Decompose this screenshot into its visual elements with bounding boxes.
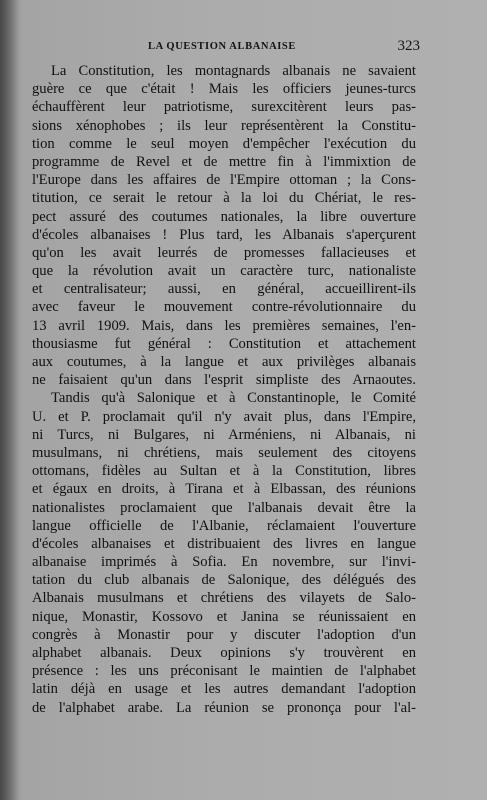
text-line: l'Europe dans les affaires de l'Empire ottoman ; la Cons- [32,172,416,189]
text-line: titution, ce serait le retour à la loi du Chériat, le res- [32,190,416,207]
text-line: échauffèrent leur patriotisme, surexcitèrent leurs pas- [32,99,416,116]
running-title: LA QUESTION ALBANAISE [148,41,296,52]
text-line: que la révolution avait un caractère turc, nationaliste [32,263,416,280]
text-line: présence : les uns préconisant le maintien de l'alphabet [32,663,416,680]
text-line: de l'alphabet arabe. La réunion se prononça pour l'al- [32,699,416,716]
text-line: albanaise imprimés à Sofia. En novembre, sur l'invi- [32,554,416,571]
text-line: aux coutumes, à la langue et aux privilèges albanais [32,354,416,370]
text-line: ne faisaient qu'un dans l'esprit simpliste des Arnaoutes. [32,372,416,389]
text-line: guère ce que c'était ! Mais les officiers jeunes-turcs [32,81,416,98]
text-line: congrès à Monastir pour y discuter l'adoption d'un [32,626,416,643]
text-line: et égaux en droits, à Tirana et à Elbassan, des réunions [32,481,416,498]
text-line: thousiasme fut général : Constitution et attachement [32,335,416,352]
text-line: U. et P. proclamait qu'il n'y avait plus, dans l'Empire, [32,408,416,425]
text-line: avec faveur le mouvement contre-révolutionnaire du [32,299,416,316]
text-line: et centralisateur; aussi, en général, accueillirent-ils [32,281,416,298]
text-line: Tandis qu'à Salonique et à Constantinople, le Comité [51,390,416,407]
text-line: Albanais musulmans et chrétiens des vilayets de Salo- [32,590,416,607]
page-header [0,38,487,60]
text-line: d'écoles albanaises et distribuaient des livres en langue [32,535,416,552]
text-line: programme de Revel et de mettre fin à l'immixtion de [32,153,416,170]
body-paragraph [32,62,416,717]
text-line: langue officielle de l'Albanie, réclamaient l'ouverture [32,517,416,534]
page-number: 323 [397,38,420,54]
text-line: qu'on les avait leurrés de promesses fallacieuses et [32,244,416,261]
spine-shadow [0,0,18,800]
text-line: alphabet albanais. Deux opinions s'y trouvèrent en [32,645,416,661]
text-line: d'écoles albanaises ! Plus tard, les Albanais s'aperçurent [32,226,416,243]
text-line: sions xénophobes ; ils leur représentèrent la Constitu- [32,117,416,134]
text-line: nique, Monastir, Kossovo et Janina se réunissaient en [32,608,416,625]
text-line: ni Turcs, ni Bulgares, ni Arméniens, ni Albanais, ni [32,426,416,443]
text-line: ottomans, fidèles au Sultan et à la Constitution, libres [32,463,416,480]
text-line: 13 avril 1909. Mais, dans les premières semaines, l'en- [32,317,416,334]
text-line: tion comme le seul moyen d'empêcher l'exécution du [32,135,416,152]
text-line: pect assuré des coutumes nationales, la libre ouverture [32,208,416,225]
text-line: nationalistes proclamaient que l'albanais devait être la [32,499,416,516]
text-line: musulmans, ni chrétiens, mais seulement des citoyens [32,444,416,461]
text-line: latin déjà en usage et les autres demandant l'adoption [32,681,416,698]
text-line: tation du club albanais de Salonique, des délégués des [32,572,416,589]
text-line: La Constitution, les montagnards albanais ne savaient [51,63,416,79]
